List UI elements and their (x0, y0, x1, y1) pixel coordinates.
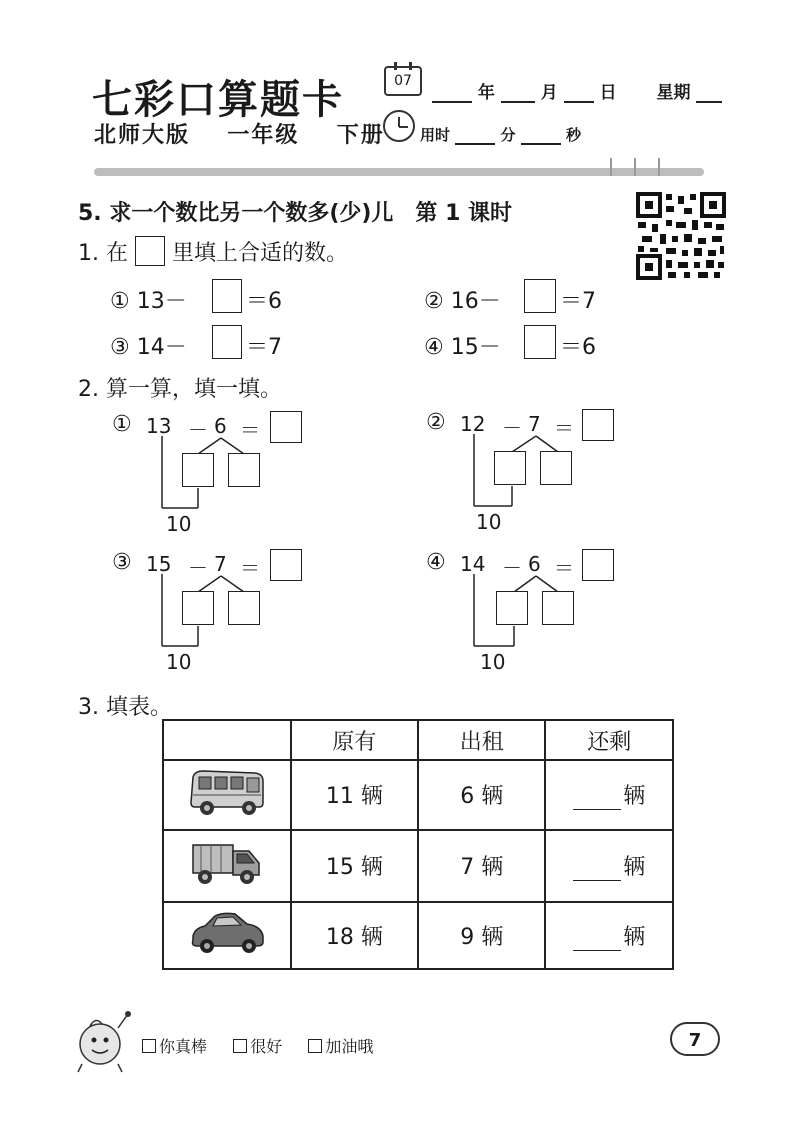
equation-left: 16－ (450, 289, 501, 314)
divider-tick (610, 158, 612, 176)
split-box[interactable] (228, 591, 260, 625)
original-count: 11 辆 (291, 760, 418, 830)
rented-count: 7 辆 (418, 830, 545, 902)
split-box[interactable] (542, 591, 574, 625)
item-marker: ② (424, 289, 444, 314)
item-marker: ③ (110, 335, 130, 360)
equation-right: ＝6 (560, 335, 596, 360)
brand-title (92, 68, 344, 125)
checkbox-icon[interactable] (308, 1039, 322, 1053)
split-box[interactable] (494, 451, 526, 485)
minute-blank[interactable] (455, 125, 495, 145)
divider-tick (634, 158, 636, 176)
q1-number: 1. (78, 241, 99, 266)
equals-sign: ＝ (554, 416, 574, 440)
edition: 北师大版 (94, 123, 191, 148)
answer-box[interactable] (270, 411, 302, 443)
subtrahend: 6 (214, 414, 227, 438)
car-icon (187, 906, 267, 958)
q3-instruction: 3. 填表。 (78, 695, 172, 720)
table-header: 原有 (291, 720, 418, 760)
day-label: 日 (599, 83, 617, 103)
table-row (163, 902, 673, 970)
split-box[interactable] (182, 591, 214, 625)
volume: 下册 (336, 123, 385, 148)
original-count: 15 辆 (291, 830, 418, 902)
equals-sign: ＝ (554, 556, 574, 580)
minus-sign: － (188, 418, 208, 442)
minuend: 15 (146, 552, 172, 576)
minuend: 14 (460, 552, 486, 576)
answer-box[interactable] (270, 549, 302, 581)
subtrahend: 7 (214, 552, 227, 576)
rating-options (142, 1034, 373, 1057)
vehicle-cell (163, 902, 291, 970)
table-header (163, 720, 291, 760)
rating-option[interactable]: 很好 (233, 1037, 282, 1056)
equation-right: ＝7 (246, 335, 282, 360)
ten-label: 10 (480, 650, 506, 674)
answer-box[interactable] (524, 325, 556, 359)
rating-option[interactable]: 你真棒 (142, 1037, 207, 1056)
item-marker: ③ (112, 550, 132, 575)
table-row (163, 760, 673, 830)
page-number: 7 (670, 1022, 720, 1056)
ten-label: 10 (166, 512, 192, 536)
equation-right: ＝7 (560, 289, 596, 314)
qr-code-icon (636, 192, 726, 280)
vehicle-cell (163, 760, 291, 830)
split-box[interactable] (182, 453, 214, 487)
vehicle-cell (163, 830, 291, 902)
table-header: 出租 (418, 720, 545, 760)
item-marker: ④ (424, 335, 444, 360)
unit-label: 辆 (623, 784, 646, 810)
calendar-day: 07 (394, 73, 412, 89)
table-header-row (163, 720, 673, 760)
clock-icon (383, 110, 415, 142)
item-marker: ① (110, 289, 130, 314)
split-box[interactable] (496, 591, 528, 625)
rental-table (162, 719, 674, 970)
truck-icon (187, 835, 267, 891)
table-header: 还剩 (545, 720, 673, 760)
minuend: 13 (146, 414, 172, 438)
weekday-label: 星期 (656, 83, 691, 103)
minus-sign: － (502, 416, 522, 440)
q1-text-post: 里填上合适的数。 (172, 241, 349, 266)
table-row (163, 830, 673, 902)
weekday-blank[interactable] (696, 83, 722, 103)
minuend: 12 (460, 412, 486, 436)
ten-label: 10 (476, 510, 502, 534)
unit-label: 辆 (623, 855, 646, 881)
instruction-box-icon (135, 236, 165, 266)
q1-item (424, 330, 501, 361)
answer-box[interactable] (212, 325, 242, 359)
q1-item (424, 284, 501, 315)
bus-icon (185, 765, 269, 819)
answer-box[interactable] (582, 549, 614, 581)
lesson-title: 5. 求一个数比另一个数多(少)儿 第 1 课时 (78, 201, 513, 226)
second-blank[interactable] (521, 125, 561, 145)
remaining-cell[interactable] (545, 830, 673, 902)
second-label: 秒 (565, 126, 581, 144)
date-fields (432, 78, 722, 103)
divider-tick (658, 158, 660, 176)
equals-sign: ＝ (240, 556, 260, 580)
item-marker: ④ (426, 550, 446, 575)
brand-text: 七彩口算题卡 (92, 76, 344, 123)
equation-left: 14－ (136, 335, 187, 360)
time-fields (420, 124, 581, 145)
equation-left: 15－ (450, 335, 501, 360)
q1-item (110, 330, 187, 361)
subtrahend: 6 (528, 552, 541, 576)
answer-box[interactable] (212, 279, 242, 313)
equals-sign: ＝ (240, 418, 260, 442)
q1-text-pre: 在 (106, 241, 129, 266)
remaining-blank[interactable] (573, 787, 621, 810)
original-count: 18 辆 (291, 902, 418, 970)
equation-left: 13－ (136, 289, 187, 314)
mascot-icon (70, 1008, 136, 1074)
rented-count: 6 辆 (418, 760, 545, 830)
item-marker: ② (426, 410, 446, 435)
time-used-label: 用时 (420, 126, 451, 144)
remaining-cell[interactable] (545, 760, 673, 830)
q1-item (110, 284, 187, 315)
remaining-blank[interactable] (573, 928, 621, 951)
month-label: 月 (540, 83, 558, 103)
unit-label: 辆 (623, 924, 646, 950)
remaining-cell[interactable] (545, 902, 673, 970)
calendar-icon (384, 66, 422, 96)
ten-label: 10 (166, 650, 192, 674)
minute-label: 分 (500, 126, 516, 144)
day-blank[interactable] (564, 83, 594, 103)
rating-option[interactable]: 加油哦 (308, 1037, 373, 1056)
answer-box[interactable] (582, 409, 614, 441)
equation-right: ＝6 (246, 289, 282, 314)
q2-instruction: 2. 算一算，填一填。 (78, 377, 282, 402)
item-marker: ① (112, 412, 132, 437)
month-blank[interactable] (501, 83, 535, 103)
checkbox-icon[interactable] (142, 1039, 156, 1053)
grade: 一年级 (227, 123, 300, 148)
subtrahend: 7 (528, 412, 541, 436)
minus-sign: － (188, 556, 208, 580)
checkbox-icon[interactable] (233, 1039, 247, 1053)
remaining-blank[interactable] (573, 858, 621, 881)
q1-instruction (78, 236, 348, 267)
rented-count: 9 辆 (418, 902, 545, 970)
answer-box[interactable] (524, 279, 556, 313)
year-label: 年 (477, 83, 495, 103)
split-box[interactable] (540, 451, 572, 485)
minus-sign: － (502, 556, 522, 580)
split-box[interactable] (228, 453, 260, 487)
header-divider (94, 168, 704, 176)
year-blank[interactable] (432, 83, 472, 103)
edition-row (94, 118, 385, 149)
